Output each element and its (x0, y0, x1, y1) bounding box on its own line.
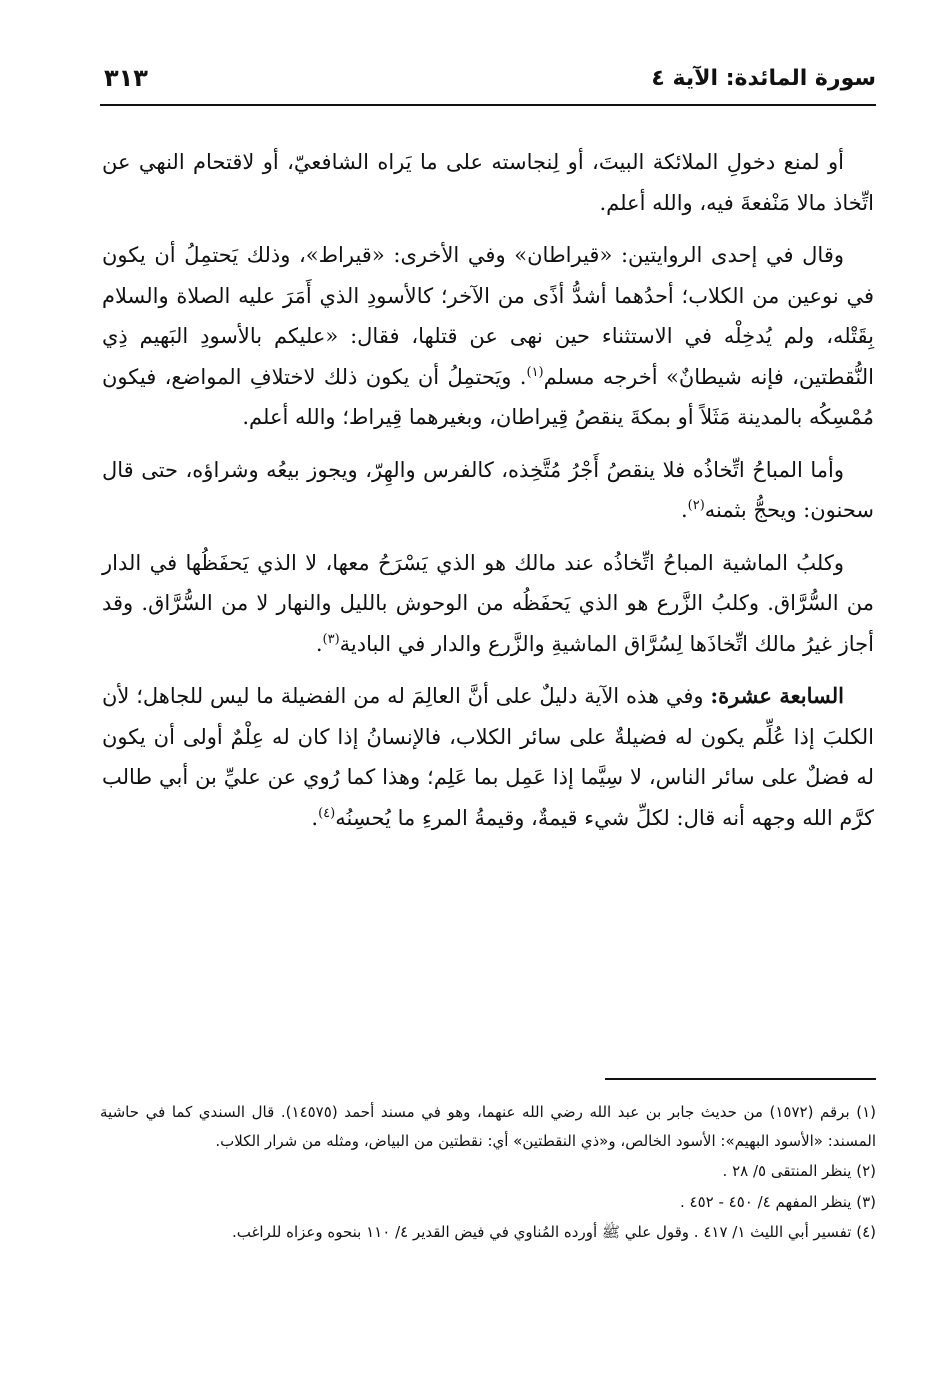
paragraph-text-after: . (680, 498, 688, 522)
footnote-ref-1: (١) (526, 364, 544, 380)
paragraph-text: وقال في إحدى الروايتين: «قيراطان» وفي الأخرى: «قيراط»، وذلك يَحتمِلُ أن يكون في نوعين من الكلاب؛ أحدُهما أشدُّ أذًى من الآخر؛ كالأسودِ الذي أَمَرَ عليه الصلاة والسلام بِقَتْله، ولم يُدخِلْه في الاستثناء حين نهى عن قتلها، فقال: «عليكم بالأسودِ البَهيم ذِي النُّقطتين، فإنه شيطانٌ» أخرجه مسلم (102, 243, 874, 389)
footnote-ref-3: (٣) (322, 631, 340, 647)
footnote-2: (٢) ينظر المنتقى ٥/ ٢٨ . (722, 1162, 876, 1180)
paragraph-text: وأما المباحُ اتِّخاذُه فلا ينقصُ أَجْرُ مُتَّخِذه، كالفرس والهِرّ، ويجوز بيعُه وشراؤه، حتى قال سحنون: ويحجُّ بثمنه (102, 457, 874, 522)
footnote-ref-4: (٤) (318, 805, 336, 821)
footnote-ref-2: (٢) (687, 498, 705, 513)
paragraph-2 (102, 235, 874, 438)
running-title: سورة المائدة: الآية ٤ (651, 66, 876, 91)
header-rule (100, 104, 876, 106)
paragraph-text-after: . (311, 805, 319, 830)
footnote-rule (605, 1078, 876, 1080)
paragraph-1 (102, 142, 874, 223)
page-number: ٣١٣ (104, 64, 148, 92)
section-lead: السابعة عشرة: (710, 683, 844, 708)
paragraph-5 (102, 676, 874, 838)
paragraph-text: وفي هذه الآية دليلٌ على أنَّ العالِمَ له من الفضيلة ما ليس للجاهل؛ لأن الكلبَ إذا عُلِّم يكون له فضيلةٌ على سائر الكلاب، فالإنسانُ إذا كان له عِلْمٌ أولى أن يكون له فضلٌ على سائر الناس، لا سِيَّما إذا عَمِل بما عَلِم؛ وهذا كما رُوي عن عليِّ بن أبي طالب كرَّم الله وجهه أنه قال: لكلِّ شيء قيمةٌ، وقيمةُ المرءِ ما يُحسِنُه (102, 684, 874, 830)
paragraph-text-after: . (315, 631, 323, 656)
paragraph-text-after: . ويَحتمِلُ أن يكون ذلك لاختلافِ المواضع، فيكون مُمْسِكُه بالمدينة مَثَلاً أو بمكةَ ينقصُ قِيراطان، وبغيرهما قِيراط؛ والله أعلم. (102, 364, 874, 429)
paragraph-text: وكلبُ الماشية المباحُ اتِّخاذُه عند مالك هو الذي يَسْرَحُ معها، لا الذي يَحفَظُها في الدار من السُّرَّاق. وكلبُ الزَّرع هو الذي يَحفَظُه من الوحوش بالليل والنهار لا من السُّرَّاق. وقد أجاز غيرُ مالك اتِّخاذَها لِسُرَّاق الماشيةِ والزَّرع والدار في البادية (102, 550, 874, 656)
paragraph-3 (102, 450, 874, 531)
footnote-1: (١) برقم (١٥٧٢) من حديث جابر بن عبد الله رضي الله عنهما، وهو في مسند أحمد (١٤٥٧٥). قال السندي كما في حاشية المسند: «الأسود البهيم»: الأسود الخالص، و«ذي النقطتين» أي: نقطتين من البياض، ومثله من شرار الكلاب. (100, 1103, 876, 1150)
main-text (102, 142, 874, 850)
paragraph-4 (102, 543, 874, 665)
paragraph-text: أو لمنع دخولِ الملائكة البيتَ، أو لِنجاسته على ما يَراه الشافعيّ، أو لاقتحام النهي عن اتِّخاذ مالا مَنْفعةَ فيه، والله أعلم. (102, 150, 874, 215)
footnotes (100, 1098, 876, 1249)
footnote-3: (٣) ينظر المفهم ٤/ ٤٥٠ - ٤٥٢ . (680, 1192, 876, 1211)
footnote-4: (٤) تفسير أبي الليث ١/ ٤١٧ . وقول علي ﷺ أورده المُناوي في فيض القدير ٤/ ١١٠ بنحوه وعزاه للراغب. (232, 1223, 876, 1241)
page-header (100, 62, 876, 102)
